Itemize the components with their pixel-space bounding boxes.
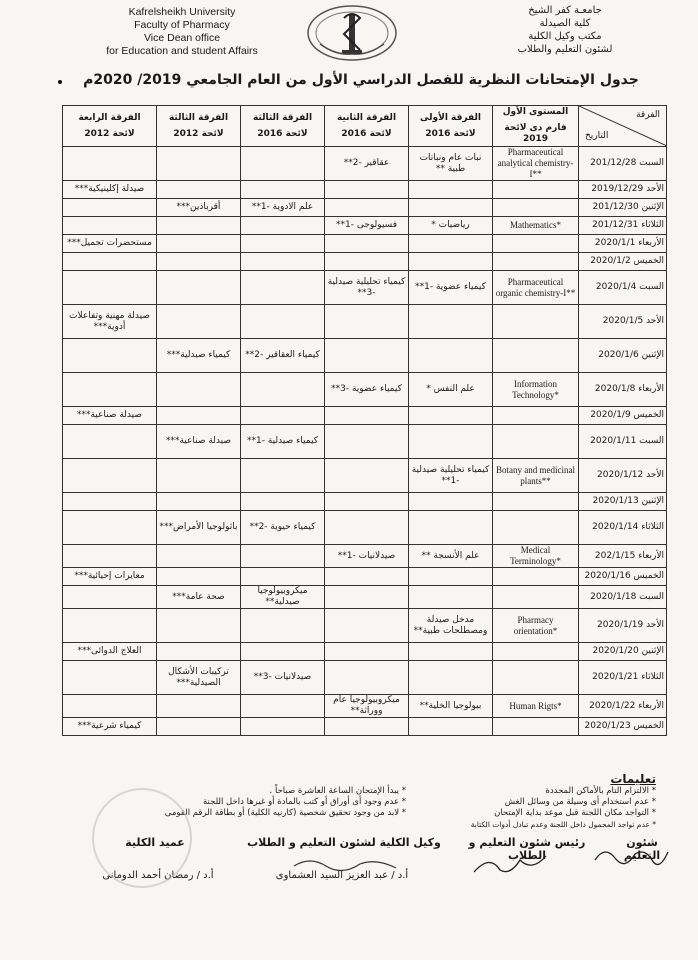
date-cell: السبت 201/12/28 xyxy=(579,147,667,181)
course-cell: رياضيات * xyxy=(409,217,493,235)
course-cell xyxy=(325,199,409,217)
course-cell xyxy=(409,493,493,511)
date-cell: الأحد 2019/12/29 xyxy=(579,181,667,199)
course-cell: كيمياء حيوية -2** xyxy=(241,511,325,545)
course-cell: كيمياء شرعية*** xyxy=(63,718,157,736)
course-cell xyxy=(325,339,409,373)
course-cell xyxy=(63,493,157,511)
course-cell xyxy=(325,511,409,545)
course-cell: صحة عامة*** xyxy=(157,586,241,609)
course-cell xyxy=(493,181,579,199)
course-cell xyxy=(493,643,579,661)
column-header: الفرقة الرابعة لائحة 2012 xyxy=(63,106,157,147)
date-cell: الثلاثاء 2020/1/14 xyxy=(579,511,667,545)
course-cell xyxy=(409,586,493,609)
schedule-row xyxy=(63,425,667,459)
instructions-block xyxy=(156,786,656,830)
course-cell xyxy=(409,407,493,425)
course-cell xyxy=(241,305,325,339)
schedule-row xyxy=(63,459,667,493)
course-cell xyxy=(493,339,579,373)
course-cell: Pharmaceutical organic chemistry-I** xyxy=(493,271,579,305)
course-cell: ميكروبيولوجيا عام ووراثة** xyxy=(325,695,409,718)
course-cell: نبات عام ونباتات طبية ** xyxy=(409,147,493,181)
instruction-item: * الالتزام التام بالأماكن المحددة xyxy=(545,786,656,796)
course-cell xyxy=(157,305,241,339)
date-cell: الثلاثاء 2020/1/21 xyxy=(579,661,667,695)
vice-dean-signature-label: وكيل الكلية لشئون التعليم و الطلاب xyxy=(247,836,441,849)
table-header-row xyxy=(63,106,667,147)
header-arabic xyxy=(470,4,660,56)
course-cell: كيمياء تحليلية صيدلية -1** xyxy=(409,459,493,493)
schedule-row xyxy=(63,373,667,407)
date-cell: الثلاثاء 201/12/31 xyxy=(579,217,667,235)
instruction-item: * عدم تواجد المحمول داخل اللجنة وعدم تبادل أدوات الكتابة xyxy=(470,820,656,829)
exam-schedule-table xyxy=(62,105,667,736)
course-cell xyxy=(493,661,579,695)
schedule-row xyxy=(63,235,667,253)
course-cell xyxy=(325,407,409,425)
course-cell xyxy=(493,199,579,217)
affairs-signature-label: شئون التعليم xyxy=(623,836,661,862)
course-cell: كيمياء تحليلية صيدلية -3** xyxy=(325,271,409,305)
course-cell: Medical Terminology* xyxy=(493,545,579,568)
schedule-row xyxy=(63,568,667,586)
course-cell: Pharmaceutical analytical chemistry-I** xyxy=(493,147,579,181)
course-cell xyxy=(241,568,325,586)
column-header: الفرقة الثالثة لائحة 2012 xyxy=(157,106,241,147)
schedule-row xyxy=(63,147,667,181)
course-cell xyxy=(63,253,157,271)
course-cell xyxy=(241,235,325,253)
schedule-row xyxy=(63,199,667,217)
instruction-item: * عدم وجود أى أوراق أو كتب بالمادة أو غيرها داخل اللجنة xyxy=(202,797,406,807)
course-cell xyxy=(325,586,409,609)
course-cell xyxy=(493,586,579,609)
course-cell xyxy=(493,511,579,545)
faculty-name-en: Faculty of Pharmacy xyxy=(134,19,230,31)
corner-label-class: الفرقة xyxy=(636,110,660,120)
date-cell: السبت 2020/1/18 xyxy=(579,586,667,609)
course-cell xyxy=(325,609,409,643)
course-cell xyxy=(241,609,325,643)
course-cell xyxy=(241,147,325,181)
course-cell xyxy=(157,407,241,425)
course-cell: العلاج الدوائى*** xyxy=(63,643,157,661)
date-cell: الخميس 2020/1/23 xyxy=(579,718,667,736)
course-cell: مستحضرات تجميل*** xyxy=(63,235,157,253)
course-cell: أقرباذين*** xyxy=(157,199,241,217)
course-cell xyxy=(409,199,493,217)
course-cell xyxy=(241,181,325,199)
date-cell: الإثنين 2020/1/13 xyxy=(579,493,667,511)
course-cell: Information Technology* xyxy=(493,373,579,407)
course-cell xyxy=(409,305,493,339)
course-cell xyxy=(63,695,157,718)
course-cell xyxy=(157,271,241,305)
course-cell xyxy=(409,568,493,586)
dean-name: أ.د / رمضان أحمد الدومانى xyxy=(102,870,214,881)
schedule-row xyxy=(63,253,667,271)
signature-scribble xyxy=(470,850,550,880)
schedule-row xyxy=(63,217,667,235)
course-cell: مدخل صيدلة ومصطلحات طبية** xyxy=(409,609,493,643)
course-cell: صيدلة إكلينيكية*** xyxy=(63,181,157,199)
course-cell xyxy=(157,568,241,586)
date-cell: السبت 2020/1/11 xyxy=(579,425,667,459)
dean-signature-label: عميد الكلية xyxy=(125,836,185,849)
course-cell xyxy=(157,181,241,199)
corner-header xyxy=(579,106,667,147)
course-cell xyxy=(157,545,241,568)
column-header: الفرقة الأولى لائحة 2016 xyxy=(409,106,493,147)
course-cell xyxy=(409,661,493,695)
course-cell: كيمياء العقاقير -2** xyxy=(241,339,325,373)
course-cell xyxy=(241,545,325,568)
date-cell: الأربعاء 2020/1/1 xyxy=(579,235,667,253)
page-title: جدول الإمتحانات النظرية للفصل الدراسي الأول من العام الجامعي 2019/ 2020م xyxy=(83,72,639,88)
course-cell xyxy=(63,199,157,217)
course-cell: Botany and medicinal plants** xyxy=(493,459,579,493)
corner-label-date: التاريخ xyxy=(585,131,609,141)
course-cell xyxy=(157,718,241,736)
header-english xyxy=(82,6,282,58)
faculty-seal-stamp xyxy=(92,788,192,888)
schedule-row xyxy=(63,661,667,695)
course-cell xyxy=(325,235,409,253)
signature-scribble xyxy=(290,854,400,874)
course-cell: صيدلة صناعية*** xyxy=(63,407,157,425)
course-cell xyxy=(241,459,325,493)
office-name-ar: مكتب وكيل الكلية xyxy=(528,31,602,42)
course-cell xyxy=(157,373,241,407)
course-cell xyxy=(325,305,409,339)
course-cell xyxy=(241,643,325,661)
instructions-title: تعليمات xyxy=(610,772,656,786)
course-cell xyxy=(325,459,409,493)
course-cell xyxy=(63,609,157,643)
date-cell: الإثنين 2020/1/20 xyxy=(579,643,667,661)
schedule-row xyxy=(63,643,667,661)
column-header: المستوى الأول فارم دى لائحة 2019 xyxy=(493,106,579,147)
course-cell: ميكروبيولوجيا صيدلية** xyxy=(241,586,325,609)
course-cell xyxy=(157,695,241,718)
course-cell xyxy=(63,511,157,545)
course-cell: معايرات إحيائية*** xyxy=(63,568,157,586)
course-cell xyxy=(241,271,325,305)
course-cell xyxy=(325,718,409,736)
faculty-logo-icon xyxy=(306,4,398,62)
course-cell xyxy=(63,459,157,493)
date-cell: الخميس 2020/1/9 xyxy=(579,407,667,425)
schedule-row xyxy=(63,545,667,568)
schedule-row xyxy=(63,609,667,643)
course-cell xyxy=(157,609,241,643)
course-cell xyxy=(409,718,493,736)
course-cell xyxy=(493,568,579,586)
course-cell: علم الادوية -1** xyxy=(241,199,325,217)
column-header: الفرقة الثالثة لائحة 2016 xyxy=(241,106,325,147)
course-cell xyxy=(493,718,579,736)
course-cell xyxy=(63,147,157,181)
course-cell xyxy=(157,459,241,493)
date-cell: الإثنين 201/12/30 xyxy=(579,199,667,217)
course-cell xyxy=(325,643,409,661)
course-cell: فسيولوجى -1** xyxy=(325,217,409,235)
course-cell xyxy=(409,235,493,253)
course-cell xyxy=(157,253,241,271)
course-cell xyxy=(493,407,579,425)
course-cell: صيدلة مهنية وتفاعلات أدوية*** xyxy=(63,305,157,339)
faculty-name-ar: كلية الصيدلة xyxy=(539,18,591,29)
schedule-row xyxy=(63,305,667,339)
course-cell xyxy=(157,147,241,181)
head-signature-label: رئيس شئون التعليم و الطلاب xyxy=(468,836,586,862)
office-name-en: Vice Dean office xyxy=(143,32,221,44)
date-cell: الأربعاء 2020/1/8 xyxy=(579,373,667,407)
course-cell xyxy=(63,545,157,568)
course-cell: علم الأنسجة ** xyxy=(409,545,493,568)
course-cell xyxy=(63,339,157,373)
date-cell: الأحد 2020/1/19 xyxy=(579,609,667,643)
course-cell xyxy=(241,217,325,235)
course-cell xyxy=(325,661,409,695)
course-cell: كيمياء صيدلية -1** xyxy=(241,425,325,459)
course-cell: Mathematics* xyxy=(493,217,579,235)
course-cell xyxy=(63,425,157,459)
university-name-ar: جامعـة كفر الشيخ xyxy=(528,5,602,16)
date-cell: الأربعاء 2020/1/22 xyxy=(579,695,667,718)
course-cell xyxy=(63,217,157,235)
course-cell xyxy=(63,373,157,407)
date-cell: السبت 2020/1/4 xyxy=(579,271,667,305)
schedule-row xyxy=(63,271,667,305)
course-cell xyxy=(409,339,493,373)
schedule-row xyxy=(63,718,667,736)
course-cell xyxy=(157,643,241,661)
course-cell xyxy=(63,271,157,305)
column-header: الفرقة الثانية لائحة 2016 xyxy=(325,106,409,147)
instruction-item: * التواجد مكان اللجنة قبل موعد بداية الإمتحان xyxy=(494,808,656,818)
schedule-row xyxy=(63,407,667,425)
course-cell xyxy=(493,253,579,271)
course-cell: كيمياء عضوية -1** xyxy=(409,271,493,305)
instruction-item: * لابد من وجود تحقيق شخصية (كارنيه الكلية) أو بطاقة الرقم القومى xyxy=(164,808,406,818)
affairs-name-ar: لشئون التعليم والطلاب xyxy=(517,44,613,55)
course-cell: Pharmacy orientation* xyxy=(493,609,579,643)
course-cell xyxy=(157,217,241,235)
university-name-en: Kafrelsheikh University xyxy=(128,6,236,18)
course-cell xyxy=(63,586,157,609)
course-cell: صيدلانيات -3** xyxy=(241,661,325,695)
course-cell xyxy=(409,425,493,459)
course-cell xyxy=(409,511,493,545)
schedule-row xyxy=(63,181,667,199)
course-cell: بيولوجيا الخلية** xyxy=(409,695,493,718)
instruction-item: * عدم استخدام أى وسيلة من وسائل الغش xyxy=(504,797,656,807)
course-cell: كيمياء عضوية -3** xyxy=(325,373,409,407)
course-cell xyxy=(325,425,409,459)
course-cell xyxy=(241,373,325,407)
course-cell xyxy=(325,181,409,199)
course-cell xyxy=(241,407,325,425)
course-cell xyxy=(325,253,409,271)
course-cell: صيدلانيات -1** xyxy=(325,545,409,568)
schedule-row xyxy=(63,511,667,545)
course-cell xyxy=(63,661,157,695)
course-cell: كيمياء صيدلية*** xyxy=(157,339,241,373)
instruction-item: * يبدأ الإمتحان الساعة العاشرة صباحاً . xyxy=(269,786,406,796)
course-cell xyxy=(493,425,579,459)
date-cell: الإثنين 2020/1/6 xyxy=(579,339,667,373)
course-cell xyxy=(493,493,579,511)
course-cell xyxy=(241,695,325,718)
course-cell: علم النفس * xyxy=(409,373,493,407)
course-cell: عقاقير -2** xyxy=(325,147,409,181)
course-cell xyxy=(241,718,325,736)
schedule-row xyxy=(63,586,667,609)
course-cell xyxy=(325,493,409,511)
course-cell xyxy=(409,643,493,661)
course-cell xyxy=(409,181,493,199)
course-cell xyxy=(325,568,409,586)
course-cell xyxy=(493,235,579,253)
date-cell: الأحد 2020/1/5 xyxy=(579,305,667,339)
course-cell: صيدلة صناعية*** xyxy=(157,425,241,459)
date-cell: الخميس 2020/1/2 xyxy=(579,253,667,271)
vice-dean-name: أ.د / عبد العزيز السيد العشماوى xyxy=(275,870,409,881)
schedule-row xyxy=(63,339,667,373)
date-cell: الأربعاء 202/1/15 xyxy=(579,545,667,568)
course-cell xyxy=(241,253,325,271)
course-cell xyxy=(409,253,493,271)
course-cell xyxy=(493,305,579,339)
signature-scribble xyxy=(590,840,670,870)
course-cell: Human Rigts* xyxy=(493,695,579,718)
course-cell: تركيبات الأشكال الصيدلية*** xyxy=(157,661,241,695)
schedule-row xyxy=(63,493,667,511)
affairs-name-en: for Education and student Affairs xyxy=(106,45,258,57)
course-cell xyxy=(241,493,325,511)
course-cell xyxy=(157,235,241,253)
course-cell xyxy=(157,493,241,511)
date-cell: الخميس 2020/1/16 xyxy=(579,568,667,586)
date-cell: الأحد 2020/1/12 xyxy=(579,459,667,493)
course-cell: باثولوجيا الأمراض*** xyxy=(157,511,241,545)
schedule-row xyxy=(63,695,667,718)
